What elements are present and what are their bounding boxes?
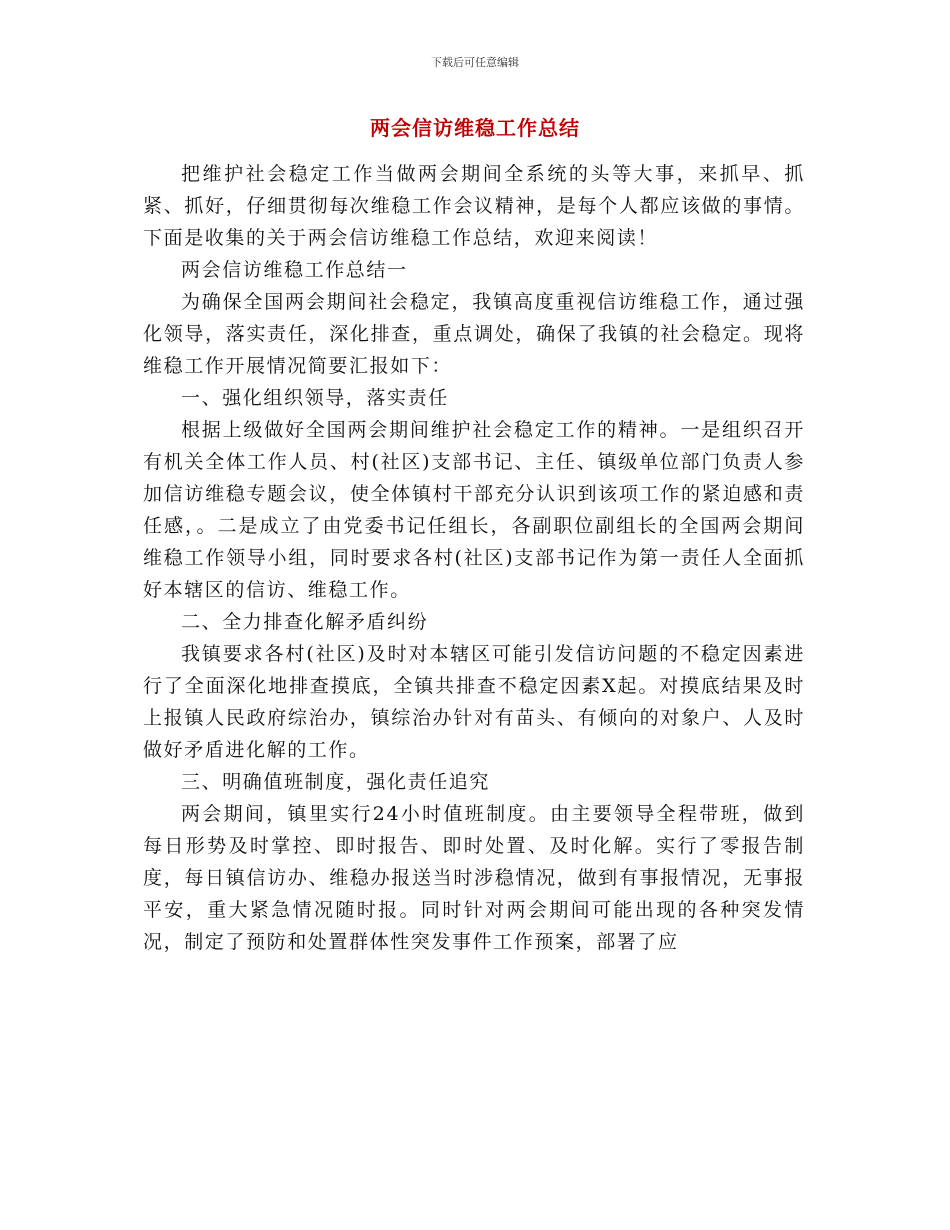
body-paragraph: 我镇要求各村(社区)及时对本辖区可能引发信访问题的不稳定因素进行了全面深化地排查摸底，全镇共排查不稳定因素X起。对摸底结果及时上报镇人民政府综治办，镇综治办针对有苗头、有倾向的对象户、人及时做好矛盾进化解的工作。 bbox=[143, 643, 805, 761]
section-heading: 二、全力排查化解矛盾纠纷 bbox=[181, 611, 429, 633]
section-heading: 三、明确值班制度，强化责任追究 bbox=[181, 771, 491, 793]
section-heading: 一、强化组织领导，落实责任 bbox=[181, 387, 449, 409]
body-paragraph: 两会期间，镇里实行24小时值班制度。由主要领导全程带班，做到每日形势及时掌控、即时报告、即时处置、及时化解。实行了零报告制度，每日镇信访办、维稳办报送当时涉稳情况，做到有事报情况，无事报平安，重大紧急情况随时报。同时针对两会期间可能出现的各种突发情况，制定了预防和处置群体性突发事件工作预案，部署了应 bbox=[143, 803, 805, 953]
body-paragraph: 根据上级做好全国两会期间维护社会稳定工作的精神。一是组织召开有机关全体工作人员、村(社区)支部书记、主任、镇级单位部门负责人参加信访维稳专题会议，使全体镇村干部充分认识到该项工作的紧迫感和责任感，。二是成立了由党委书记任组长，各副职位副组长的全国两会期间维稳工作领导小组，同时要求各村(社区)支部书记作为第一责任人全面抓好本辖区的信访、维稳工作。 bbox=[143, 419, 805, 601]
header-note: 下载后可任意编辑 bbox=[431, 56, 519, 69]
intro-paragraph: 把维护社会稳定工作当做两会期间全系统的头等大事，来抓早、抓紧、抓好，仔细贯彻每次维稳工作会议精神，是每个人都应该做的事情。下面是收集的关于两会信访维稳工作总结，欢迎来阅读！ bbox=[143, 163, 805, 249]
document-body bbox=[143, 158, 805, 958]
section-heading: 两会信访维稳工作总结一 bbox=[181, 259, 408, 281]
body-paragraph: 为确保全国两会期间社会稳定，我镇高度重视信访维稳工作，通过强化领导，落实责任，深化排查，重点调处，确保了我镇的社会稳定。现将维稳工作开展情况简要汇报如下： bbox=[143, 291, 805, 377]
document-title: 两会信访维稳工作总结 bbox=[370, 116, 580, 140]
